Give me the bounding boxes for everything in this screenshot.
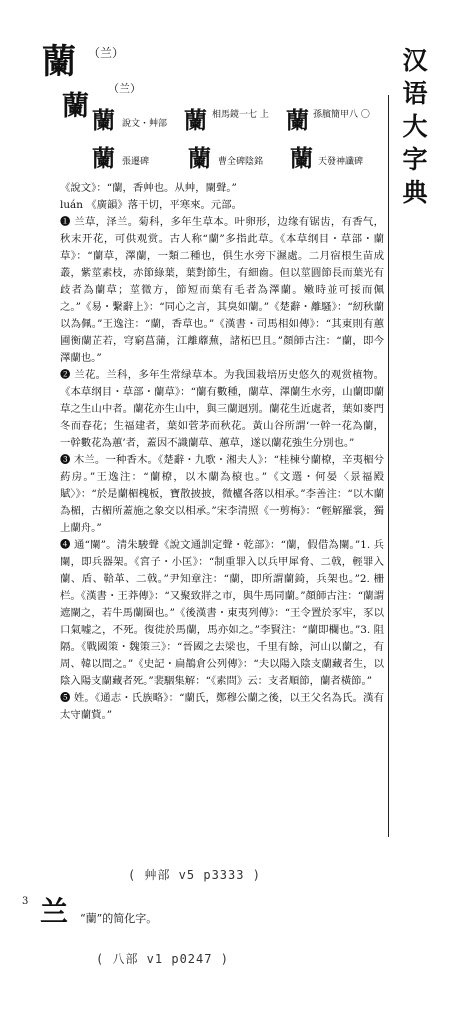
glyph-form-3: 蘭 [286,107,309,134]
glyph-form-1: 蘭 [92,107,115,134]
sense-5: ❺ 姓。《通志・氏族略》：“蘭氏，鄭穆公蘭之後，以王父名為氏。漢有太守蘭貲。” [60,692,384,721]
handwritten-note-2: ( 八部 v1 p0247 ) [96,952,229,966]
entry-index: （兰） [108,82,141,95]
sense-1: ❶ 兰草，泽兰。菊科，多年生草本。叶卵形，边缘有锯齿，有香气，秋末开花，可供观赏。古人称“蘭”多指此草。《本草纲目・草部・蘭草》：“蘭草，澤蘭，一類二種也，俱生水旁下濕處。二月宿根生苗成叢，紫莖素枝，赤節綠葉，葉對節生，有細齒。但以莖圓節長而葉光有歧者為蘭草；莖微方，節短而葉有毛者為澤蘭。嫩時並可挼而佩之。”《易・繫辭上》：“同心之言，其臭如蘭。”《楚辭・離騷》：“紉秋蘭以為佩。”王逸注：“蘭，香草也。”《漢書・司馬相如傳》：“其東則有蕙圃衡蘭芷若，穹窮菖蒲，江離蘼蕪，諸柘巴且。”顏師古注：“蘭，即今澤蘭也。” [60,216,384,364]
glyph-form-5: 蘭 [188,145,211,172]
paragraph-pronunciation: luán 《廣韻》落干切，平寒來。元部。 [60,199,243,211]
second-entry-char: 兰 [40,895,69,928]
glyph-form-6: 蘭 [290,145,313,172]
sense-2: ❷ 兰花。兰科，多年生常绿草本。为我国栽培历史悠久的观赏植物。《本草纲目・草部・蘭草》：“蘭有數種，蘭草、澤蘭生水旁，山蘭即蘭草之生山中者。蘭花亦生山中，與三蘭迥別。蘭花生近處者，葉如麥門冬而春花；生福建者，葉如菅茅而秋花。黃山谷所謂‘一幹一花為蘭，一幹數花為蕙’者，蓋因不識蘭草、蕙草，遂以蘭花強生分別也。” [60,369,384,449]
sense-4: ❹ 通“闌”。清朱駿聲《說文通訓定聲・乾部》：“蘭，假借為闌。”1. 兵闌，即兵器架。《宮子・小匡》：“制重罪入以兵甲犀脅、二戟，輕罪入蘭、盾、鞈革、二戟。”尹知章注：“蘭，即所謂蘭錡，兵架也。”2. 栅栏。《漢書・王莽傳》：“又聚致牂之市，與牛馬同蘭。”顏師古注：“蘭謂遮闌之，若牛馬蘭圈也。”《後漢書・東夷列傳》：“王令置於豕牢，豕以口氣嘘之，不死。復徙於馬蘭，馬亦如之。”李賢注：“蘭即欄也。”3. 阻隔。《戰國策・魏策三》：“晉國之去梁也，千里有餘，河山以蘭之，有周、韓以間之。”《史記・扁鵲倉公列傳》：“夫以陽入陰支蘭藏者生，以陰入陽支蘭藏者死。”裴駰集解：“《素問》云：支者順節，蘭者橫節。” [60,539,384,687]
glyph-caption-6: 天發神讖碑 [318,157,364,167]
margin-rule [388,95,389,837]
entry-char: 蘭 [62,91,89,122]
handwritten-note-1: ( 艸部 v5 p3333 ) [128,868,261,882]
entry-body [60,180,384,724]
dictionary-title-vertical: 汉 语 大 字 典 [402,46,428,207]
glyph-form-4: 蘭 [92,145,115,172]
glyph-caption-2: 相馬鏡一七 上 [212,110,269,120]
glyph-caption-4: 張遷碑 [122,157,150,167]
glyph-caption-5: 曹全碑陰銘 [218,157,264,167]
glyph-caption-3: 孫臏簡甲八 〇 [313,110,370,120]
headword-char: 蘭 [42,42,76,82]
sense-3: ❸ 木兰。一种香木。《楚辭・九歌・湘夫人》：“桂棟兮蘭橑，辛夷楣兮葯房。”王逸注：“蘭橑，以木蘭為榱也。”《文選・何晏〈景福殿賦〉》：“於是蘭楣槐板，寶散披披，微櫨各落以相承。”李善注：“以木蘭為楣，古楣所蓋施之象交以相承。”宋李清照《一剪梅》：“輕解羅裳，獨上蘭舟。” [60,454,384,534]
glyph-caption-1: 說文・艸部 [122,119,168,129]
glyph-form-2: 蘭 [184,107,207,134]
paragraph-shuowen: 《說文》：“蘭，香艸也。从艸，闌聲。” [60,182,237,194]
second-entry-text: “蘭”的简化字。 [80,912,158,925]
second-entry-number: 3 [22,896,29,907]
headword-index: （兰） [88,46,125,60]
